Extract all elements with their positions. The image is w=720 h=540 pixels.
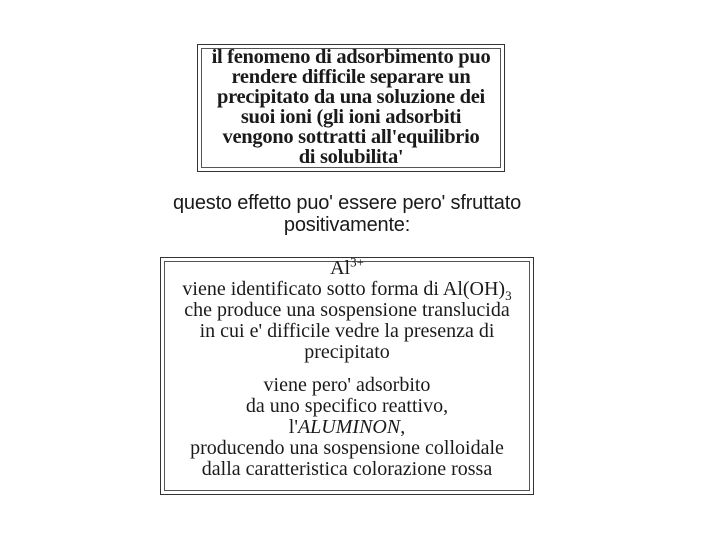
intro-line: positivamente: bbox=[283, 214, 411, 236]
ion-symbol: Al bbox=[330, 257, 351, 279]
reagent-name: ALUMINON bbox=[297, 416, 401, 438]
note-line: di solubilita' bbox=[298, 146, 404, 168]
example-line: in cui e' difficile vedre la presenza di bbox=[199, 320, 495, 342]
intro-paragraph bbox=[162, 192, 532, 236]
note-line: suoi ioni (gli ioni adsorbiti bbox=[240, 106, 462, 128]
aluminum-example-text bbox=[160, 254, 534, 480]
ion-heading bbox=[160, 254, 534, 279]
example-line: che produce una sospensione translucida bbox=[184, 299, 510, 321]
example-line: producendo una sospensione colloidale bbox=[190, 437, 504, 459]
ion-charge: 3+ bbox=[350, 254, 364, 270]
example-line: dalla caratteristica colorazione rossa bbox=[201, 458, 493, 480]
hydroxide-subscript: 3 bbox=[505, 288, 512, 303]
example-line: precipitato bbox=[304, 341, 390, 363]
note-line: vengono sottratti all'equilibrio bbox=[222, 126, 480, 148]
example-line: da uno specifico reattivo, bbox=[245, 395, 449, 417]
adsorption-note-text bbox=[197, 47, 505, 167]
note-line: il fenomeno di adsorbimento puo bbox=[211, 46, 491, 68]
example-line bbox=[160, 278, 534, 303]
reagent-line bbox=[160, 417, 534, 438]
reagent-prefix: l' bbox=[288, 416, 298, 438]
reagent-suffix: , bbox=[400, 416, 406, 438]
note-line: precipitato da una soluzione dei bbox=[217, 86, 485, 108]
intro-line: questo effetto puo' essere pero' sfruttato bbox=[173, 192, 521, 214]
hydroxide-text: viene identificato sotto forma di Al(OH) bbox=[182, 278, 506, 300]
note-line: rendere difficile separare un bbox=[231, 66, 471, 88]
example-line: viene pero' adsorbito bbox=[263, 374, 431, 396]
